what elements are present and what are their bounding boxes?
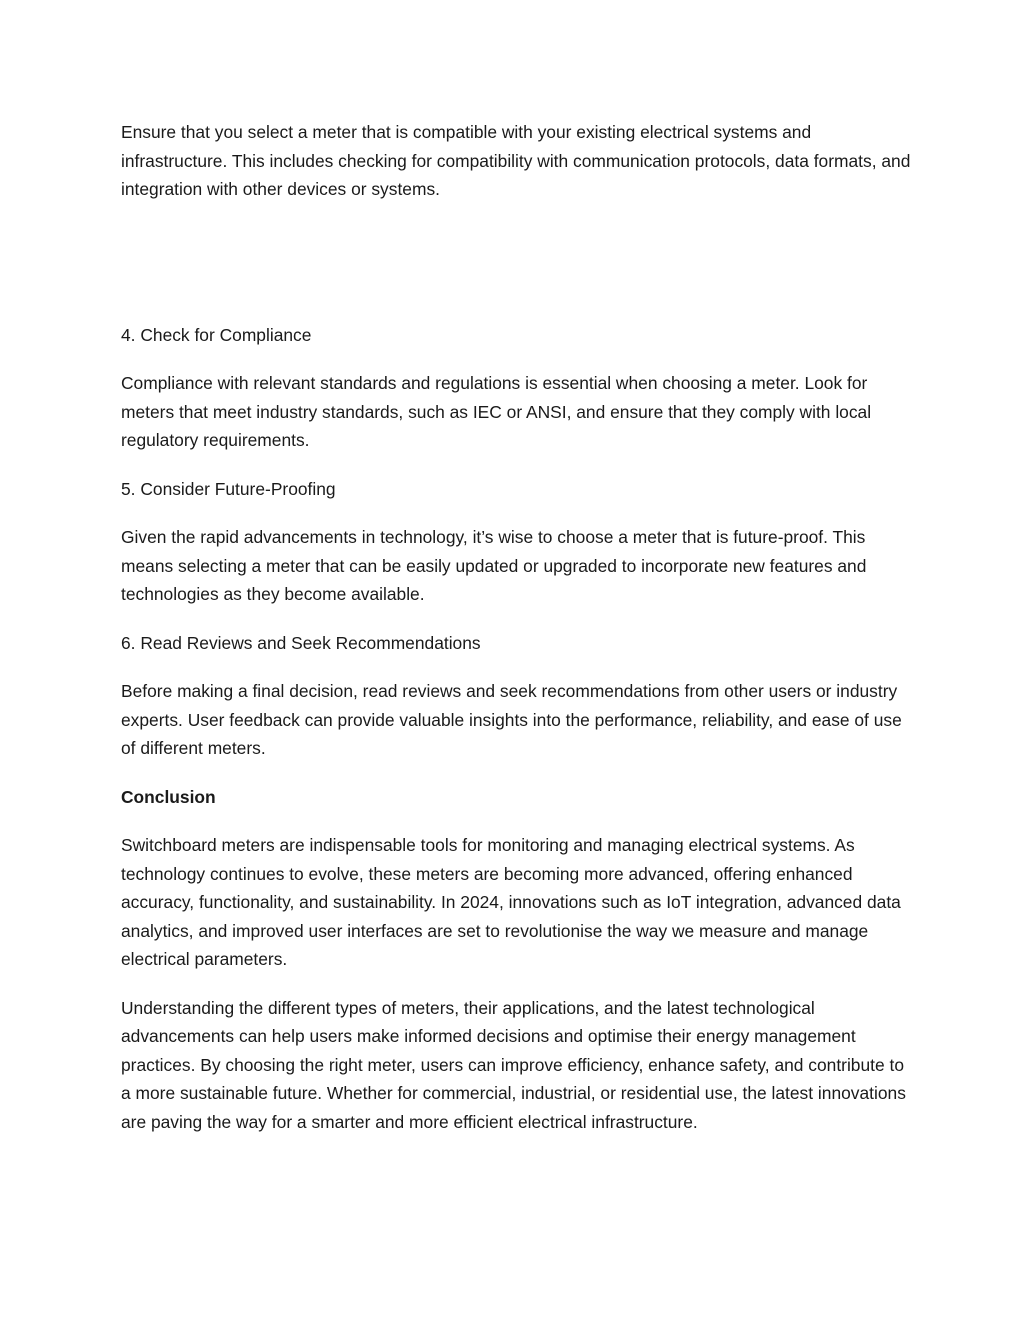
paragraph-conclusion-1: Switchboard meters are indispensable tools for monitoring and managing electrical systems. As technology continues to evolve, these meters are becoming more advanced, offering enhanced accuracy, functionality, and sustainability. In 2024, innovations such as IoT integration, advanced data analytics, and improved user interfaces are set to revolutionise the way we measure and manage electrical parameters. [121,835,901,969]
paragraph-compliance: Compliance with relevant standards and regulations is essential when choosing a meter. Look for meters that meet industry standards, such as IEC or ANSI, and ensure that they comply with local regulatory requirements. [121,373,872,450]
paragraph-conclusion-2: Understanding the different types of meters, their applications, and the latest technological advancements can help users make informed decisions and optimise their energy management practices. By choosing the right meter, users can improve efficiency, enhance safety, and contribute to a more sustainable future. Whether for commercial, industrial, or residential use, the latest innovations are paving the way for a smarter and more efficient electrical infrastructure. [121,997,906,1132]
paragraph-future-proofing: Given the rapid advancements in technology, it’s wise to choose a meter that is future-proof. This means selecting a meter that can be easily updated or upgraded to incorporate new features and technologies as they become available. [121,527,867,604]
document-body [121,118,911,1156]
heading-conclusion: Conclusion [121,786,216,807]
heading-reviews: 6. Read Reviews and Seek Recommendations [121,632,481,653]
heading-check-compliance: 4. Check for Compliance [121,324,312,345]
paragraph-compatibility: Ensure that you select a meter that is compatible with your existing electrical systems and infrastructure. This includes checking for compatibility with communication protocols, data formats, and integration with other devices or systems. [121,122,911,199]
paragraph-reviews: Before making a final decision, read reviews and seek recommendations from other users or industry experts. User feedback can provide valuable insights into the performance, reliability, and ease of use of different meters. [121,681,902,758]
heading-future-proofing: 5. Consider Future-Proofing [121,478,336,499]
